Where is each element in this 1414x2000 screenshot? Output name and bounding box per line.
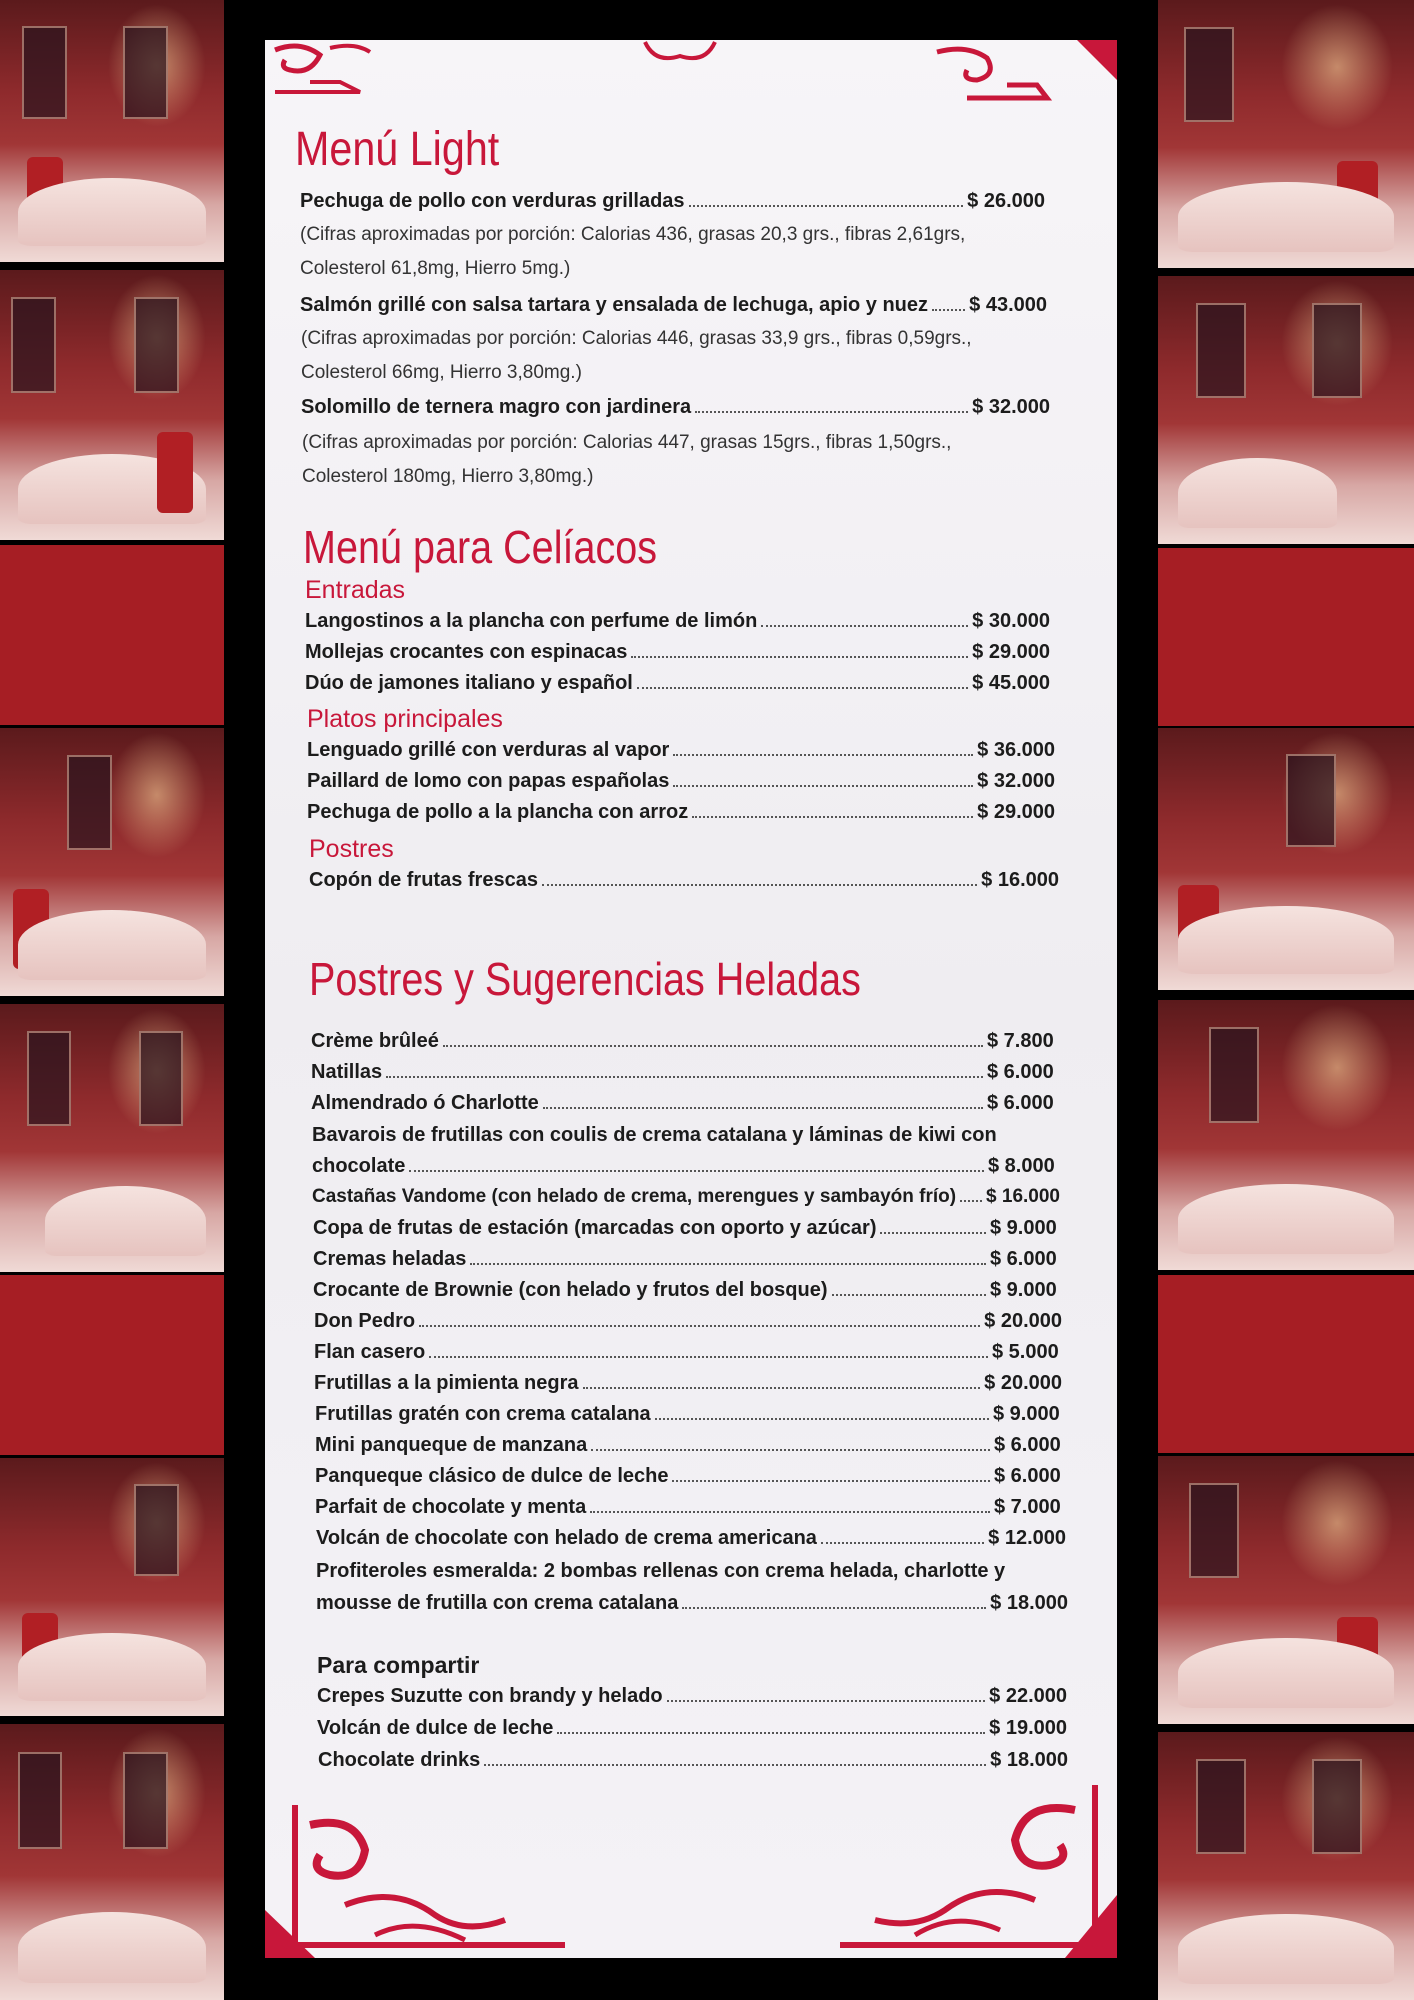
menu-item: Parfait de chocolate y menta $ 7.000 — [315, 1496, 1061, 1518]
dot-leader — [443, 1044, 983, 1047]
menu-item: Castañas Vandome (con helado de crema, merengues y sambayón frío) $ 16.000 — [312, 1186, 1060, 1207]
section-title-menu-light: Menú Light — [295, 123, 500, 176]
menu-item: Pechuga de pollo con verduras grilladas $ 26.000 — [300, 190, 1045, 212]
menu-item: Flan casero $ 5.000 — [314, 1341, 1059, 1363]
subsection-title-principales: Platos principales — [307, 705, 503, 733]
menu-item: Mini panqueque de manzana $ 6.000 — [315, 1434, 1061, 1456]
menu-item: Lenguado grillé con verduras al vapor $ 36.000 — [307, 739, 1055, 761]
menu-item: Copón de frutas frescas $ 16.000 — [309, 869, 1059, 891]
menu-item: Mollejas crocantes con espinacas $ 29.000 — [305, 641, 1050, 663]
restaurant-photo — [1158, 0, 1414, 268]
dot-leader — [695, 410, 968, 413]
menu-item: Crème brûleé $ 7.800 — [311, 1030, 1054, 1052]
restaurant-photo — [1158, 1000, 1414, 1270]
red-band — [1158, 548, 1414, 726]
menu-item: chocolate $ 8.000 — [312, 1155, 1055, 1177]
dot-leader — [429, 1355, 988, 1358]
top-ornament-icon — [635, 40, 725, 70]
subsection-title-entradas: Entradas — [305, 576, 406, 604]
menu-item: Panqueque clásico de dulce de leche $ 6.000 — [315, 1465, 1061, 1487]
dot-leader — [880, 1231, 986, 1234]
dot-leader — [409, 1169, 984, 1172]
menu-item: mousse de frutilla con crema catalana $ 18.000 — [316, 1592, 1068, 1614]
corner-ornament-icon — [265, 1795, 585, 1958]
nutrition-note: (Cifras aproximadas por porción: Calorias 447, grasas 15grs., fibras 1,50grs., — [302, 432, 952, 453]
menu-item: Volcán de chocolate con helado de crema americana $ 12.000 — [316, 1527, 1066, 1549]
dot-leader — [667, 1699, 986, 1702]
menu-item: Don Pedro $ 20.000 — [314, 1310, 1062, 1332]
red-band — [1158, 1275, 1414, 1453]
dot-leader — [672, 1479, 990, 1482]
dot-leader — [821, 1541, 984, 1544]
corner-ornament-icon — [270, 40, 380, 98]
dot-leader — [655, 1417, 989, 1420]
left-photo-collage — [0, 0, 224, 2000]
menu-item: Salmón grillé con salsa tartara y ensalada de lechuga, apio y nuez $ 43.000 — [300, 294, 1047, 316]
menu-item: Solomillo de ternera magro con jardinera $ 32.000 — [301, 396, 1050, 418]
dot-leader — [470, 1262, 986, 1265]
nutrition-note: Colesterol 180mg, Hierro 3,80mg.) — [302, 466, 594, 487]
dot-leader — [682, 1606, 986, 1609]
dot-leader — [386, 1075, 983, 1078]
corner-ornament-icon — [927, 40, 1117, 105]
corner-ornament-icon — [835, 1775, 1117, 1958]
menu-item: Frutillas gratén con crema catalana $ 9.000 — [315, 1403, 1060, 1425]
restaurant-photo — [0, 0, 224, 262]
menu-item: Pechuga de pollo a la plancha con arroz $ 29.000 — [307, 801, 1055, 823]
restaurant-photo — [1158, 1732, 1414, 2000]
restaurant-photo — [0, 270, 224, 540]
section-title-postres-helados: Postres y Sugerencias Heladas — [309, 953, 861, 1005]
restaurant-photo — [0, 728, 224, 996]
dot-leader — [692, 815, 973, 818]
dot-leader — [557, 1731, 985, 1734]
dot-leader — [932, 308, 965, 311]
menu-item: Chocolate drinks $ 18.000 — [318, 1749, 1068, 1771]
right-photo-collage — [1158, 0, 1414, 2000]
menu-item: Dúo de jamones italiano y español $ 45.000 — [305, 672, 1050, 694]
dot-leader — [960, 1199, 982, 1202]
menu-item-line: Bavarois de frutillas con coulis de crema catalana y láminas de kiwi con — [312, 1124, 997, 1146]
restaurant-photo — [1158, 728, 1414, 990]
menu-item: Langostinos a la plancha con perfume de limón $ 30.000 — [305, 610, 1050, 632]
nutrition-note: (Cifras aproximadas por porción: Calorias 436, grasas 20,3 grs., fibras 2,61grs, — [300, 224, 966, 245]
red-band — [0, 1275, 224, 1455]
dot-leader — [419, 1324, 980, 1327]
dot-leader — [673, 784, 973, 787]
dot-leader — [484, 1763, 986, 1766]
menu-item-line: Profiteroles esmeralda: 2 bombas rellenas con crema helada, charlotte y — [316, 1560, 1006, 1582]
dot-leader — [631, 655, 968, 658]
dot-leader — [761, 624, 968, 627]
menu-item: Almendrado ó Charlotte $ 6.000 — [311, 1092, 1054, 1114]
dot-leader — [590, 1510, 990, 1513]
dot-leader — [591, 1448, 990, 1451]
dot-leader — [673, 753, 973, 756]
menu-item: Copa de frutas de estación (marcadas con oporto y azúcar) $ 9.000 — [313, 1217, 1057, 1239]
menu-item: Frutillas a la pimienta negra $ 20.000 — [314, 1372, 1062, 1394]
menu-item: Crocante de Brownie (con helado y frutos del bosque) $ 9.000 — [313, 1279, 1057, 1301]
restaurant-photo — [0, 1004, 224, 1272]
dot-leader — [689, 204, 964, 207]
restaurant-photo — [0, 1458, 224, 1716]
dot-leader — [543, 1106, 983, 1109]
dot-leader — [542, 883, 977, 886]
menu-card — [265, 40, 1117, 1958]
nutrition-note: Colesterol 66mg, Hierro 3,80mg.) — [301, 362, 582, 383]
section-title-menu-celiacos: Menú para Celíacos — [303, 521, 658, 573]
red-band — [0, 545, 224, 725]
restaurant-photo — [1158, 1456, 1414, 1724]
restaurant-photo — [1158, 276, 1414, 544]
subsection-title-postres: Postres — [309, 835, 394, 863]
menu-item: Paillard de lomo con papas españolas $ 32.000 — [307, 770, 1055, 792]
dot-leader — [637, 686, 968, 689]
dot-leader — [832, 1293, 986, 1296]
nutrition-note: (Cifras aproximadas por porción: Calorias 446, grasas 33,9 grs., fibras 0,59grs., — [301, 328, 972, 349]
dot-leader — [583, 1386, 981, 1389]
menu-item: Crepes Suzutte con brandy y helado $ 22.000 — [317, 1685, 1067, 1707]
restaurant-photo — [0, 1724, 224, 2000]
menu-item: Volcán de dulce de leche $ 19.000 — [317, 1717, 1067, 1739]
menu-item: Cremas heladas $ 6.000 — [313, 1248, 1057, 1270]
subsection-title-para-compartir: Para compartir — [317, 1652, 480, 1678]
nutrition-note: Colesterol 61,8mg, Hierro 5mg.) — [300, 258, 571, 279]
menu-item: Natillas $ 6.000 — [311, 1061, 1054, 1083]
